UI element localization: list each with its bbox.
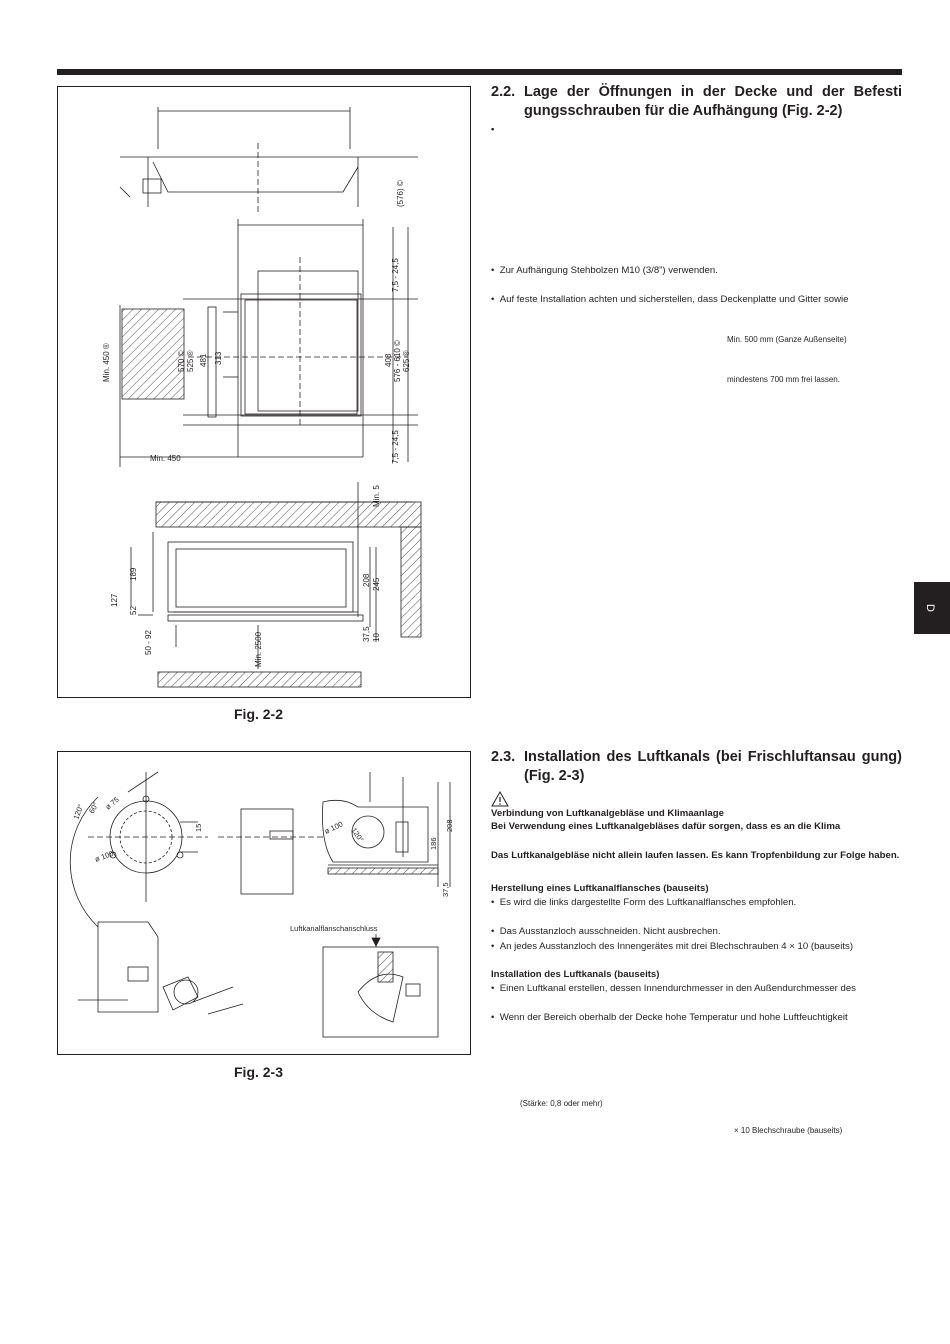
section-2-3-bullet-2: • Das Ausstanzloch ausschneiden. Nicht ausbrechen. <box>491 926 721 937</box>
flange-heading: Herstellung eines Luftkanalflansches (bauseits) <box>491 883 709 894</box>
figure-2-3-drawing <box>58 752 470 1054</box>
dim-576-610: 576 - 610 © <box>393 340 402 382</box>
warning-heading-2: Bei Verwendung eines Luftkanalgebläses dafür sorgen, dass es an die Klima <box>491 821 841 832</box>
section-2-2-note-2: mindestens 700 mm frei lassen. <box>727 375 840 384</box>
dim-50-92: 50 - 92 <box>144 630 153 655</box>
dim-208: 208 <box>445 819 454 832</box>
dim-313: 313 <box>214 351 223 365</box>
flange-connection-label: Luftkanalflanschanschluss <box>290 924 378 933</box>
section-2-3-bullet-3-text: An jedes Ausstanzloch des Innengerätes mit drei Blechschrauben 4 × 10 (bauseits) <box>499 941 854 952</box>
section-2-3-number: 2.3. <box>491 749 516 765</box>
section-2-2-bullet-1: • Zur Aufhängung Stehbolzen M10 (3/8”) verwenden. <box>491 265 718 276</box>
dia-100: ø 100 <box>93 848 115 864</box>
section-2-3-note-1: (Stärke: 0,8 oder mehr) <box>520 1099 603 1108</box>
dim-570: 570 © <box>177 350 186 372</box>
section-2-3-bullet-1: • Es wird die links dargestellte Form des Luftkanalflansches empfohlen. <box>491 897 797 908</box>
dim-208: 208 <box>362 573 371 587</box>
figure-2-2-drawing <box>58 87 470 697</box>
figure-2-2-caption: Fig. 2-2 <box>234 706 284 722</box>
dim-75-245-bottom: 7,5 - 24,5 <box>391 430 400 464</box>
dia-75: ø 75 <box>103 794 121 812</box>
angle-60: 60° <box>86 800 101 815</box>
section-2-3-bullet-2-text: Das Ausstanzloch ausschneiden. Nicht ausbrechen. <box>499 926 721 937</box>
section-2-2-note-1: Min. 500 mm (Ganze Außenseite) <box>727 335 847 344</box>
angle-120-b: 120° <box>349 825 366 844</box>
dim-min450-horizontal: Min. 450 <box>150 454 181 463</box>
section-2-2-number: 2.2. <box>491 84 516 100</box>
section-2-3-title <box>491 748 902 786</box>
section-2-2-bullet-2-text: Auf feste Installation achten und sicherstellen, dass Deckenplatte und Gitter sowie <box>499 294 849 305</box>
dim-481: 481 <box>199 353 208 367</box>
warning-heading-1: Verbindung von Luftkanalgebläse und Klimaanlage <box>491 808 724 819</box>
section-2-3-bullet-5-text: Wenn der Bereich oberhalb der Decke hohe Temperatur und hohe Luftfeuchtigkeit <box>499 1012 848 1023</box>
dim-186: 186 <box>429 837 438 850</box>
header-rule <box>57 69 902 75</box>
section-2-3-bullet-5: • Wenn der Bereich oberhalb der Decke hohe Temperatur und hohe Luftfeuchtigkeit <box>491 1012 848 1023</box>
dim-min2500: Min. 2500 <box>254 631 263 667</box>
dim-625: 625 ® <box>402 350 411 372</box>
section-2-3-bullet-4: • Einen Luftkanal erstellen, dessen Innendurchmesser in den Außendurchmesser des <box>491 983 856 994</box>
language-tab-label: D <box>923 604 936 612</box>
section-2-2-bullet-2: • Auf feste Installation achten und sicherstellen, dass Deckenplatte und Gitter sowie <box>491 294 849 305</box>
dim-375: 37,5 <box>362 626 371 642</box>
warning-icon <box>491 791 509 807</box>
dim-375: 37,5 <box>441 882 450 897</box>
warning-paragraph: Das Luftkanalgebläse nicht allein laufen lassen. Es kann Tropfenbildung zur Folge haben. <box>491 850 900 861</box>
dim-576c: (576) © <box>396 180 405 207</box>
dim-min5: Min. 5 <box>372 485 381 507</box>
language-tab-d <box>914 582 950 634</box>
section-2-3-bullet-1-text: Es wird die links dargestellte Form des Luftkanalflansches empfohlen. <box>499 897 797 908</box>
section-2-2-heading: Lage der Öffnungen in der Decke und der Befesti gungsschrauben für die Aufhängung (Fig. 2-2) <box>524 84 902 119</box>
dim-52: 52 <box>129 606 138 615</box>
dim-189: 189 <box>129 567 138 581</box>
section-2-3-note-2: × 10 Blechschraube (bauseits) <box>734 1126 843 1135</box>
dim-127: 127 <box>110 593 119 607</box>
duct-heading: Installation des Luftkanals (bauseits) <box>491 969 660 980</box>
section-2-2-title <box>491 83 902 121</box>
figure-2-2 <box>57 86 471 698</box>
dim-10: 10 <box>372 633 381 642</box>
section-2-2-bullet-1-text: Zur Aufhängung Stehbolzen M10 (3/8”) verwenden. <box>499 265 718 276</box>
angle-120: 120° <box>71 803 86 821</box>
dia-100-b: ø 100 <box>323 819 345 836</box>
section-2-2-bullet-dot: • <box>491 124 495 135</box>
figure-2-3 <box>57 751 471 1055</box>
dim-75-245-top: 7,5 - 24,5 <box>391 258 400 292</box>
dim-15: 15 <box>194 823 203 832</box>
section-2-3-bullet-4-text: Einen Luftkanal erstellen, dessen Innendurchmesser in den Außendurchmesser des <box>499 983 856 994</box>
section-2-3-heading: Installation des Luftkanals (bei Frischluftansau gung) (Fig. 2-3) <box>524 749 902 784</box>
figure-2-3-caption: Fig. 2-3 <box>234 1064 284 1080</box>
dim-245: 245 <box>372 577 381 591</box>
dim-min450-vertical: Min. 450 ® <box>102 343 111 382</box>
section-2-3-bullet-3: • An jedes Ausstanzloch des Innengerätes mit drei Blechschrauben 4 × 10 (bauseits) <box>491 941 854 952</box>
dim-408: 408 <box>384 353 393 367</box>
dim-525: 525 ® <box>186 350 195 372</box>
